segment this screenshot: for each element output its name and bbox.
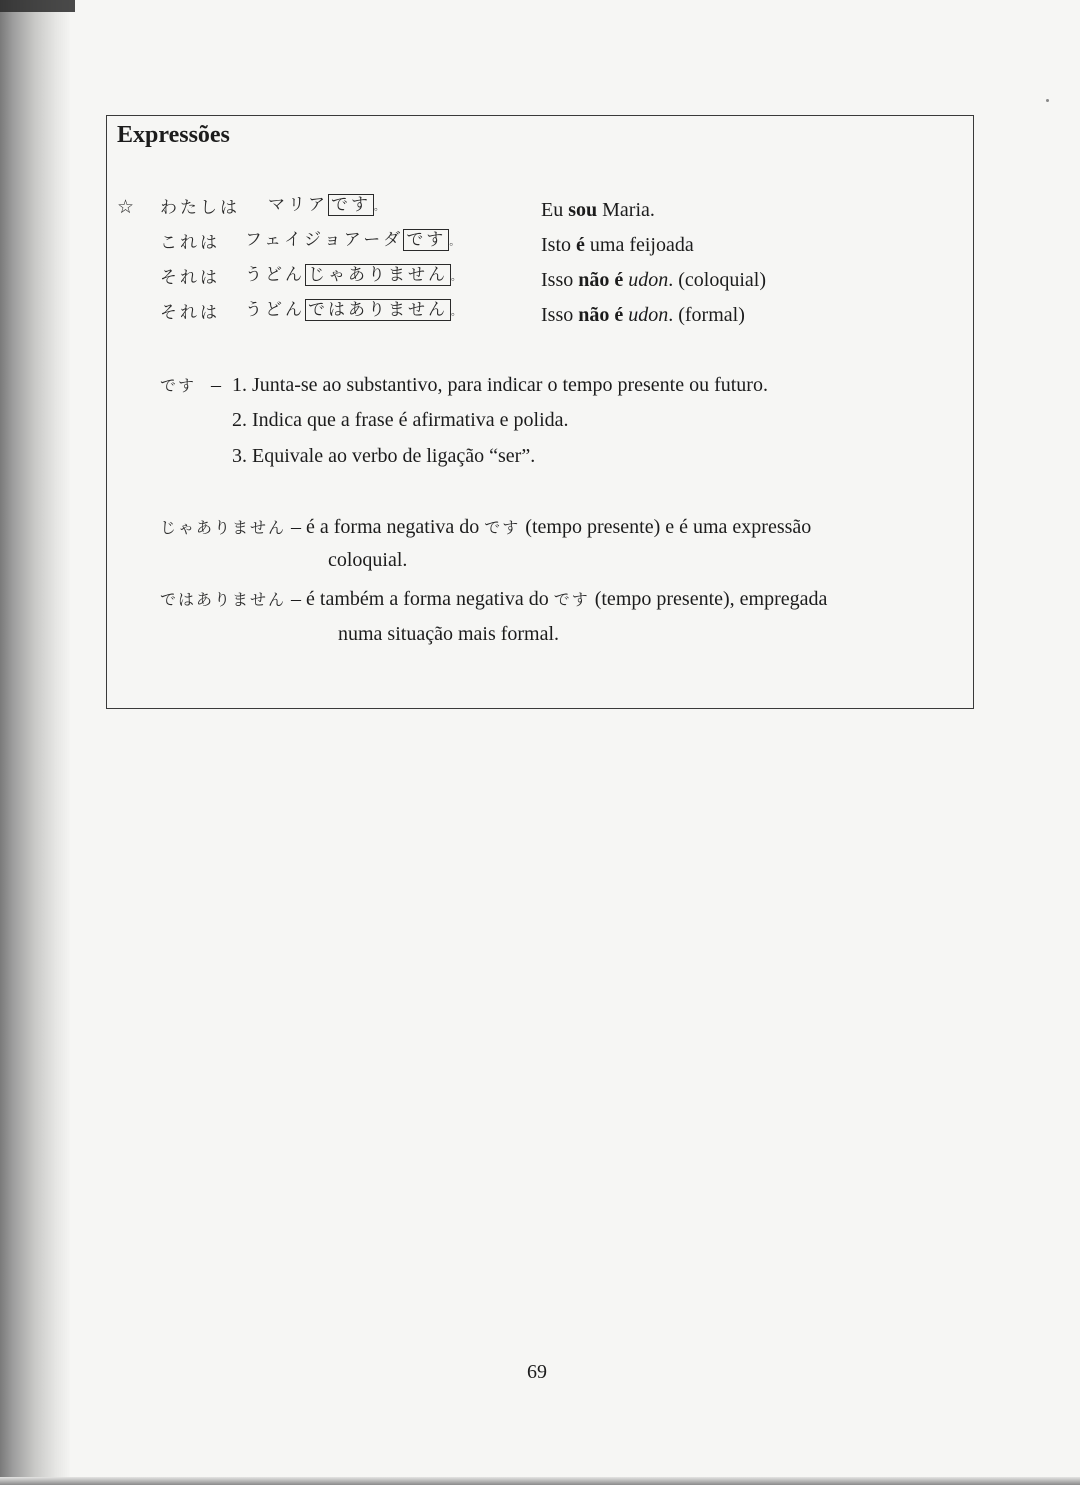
desu-dash: – (211, 374, 221, 396)
translation-emphasis: não é (578, 269, 624, 291)
example-subject: それは (160, 303, 220, 323)
page-speck (1046, 99, 1049, 102)
example-translation: Isto é uma feijoada (541, 234, 694, 256)
desu-point: 1. Junta-se ao substantivo, para indicar o tempo presente ou futuro. (232, 374, 768, 396)
translation-emphasis: é (576, 234, 585, 256)
book-binding-shadow (0, 0, 70, 1485)
example-subject: これは (160, 233, 220, 253)
example-copula-boxed: です (328, 194, 374, 216)
negative-term: ではありません (160, 590, 287, 609)
example-period: 。 (449, 237, 460, 248)
example-translation: Isso não é udon. (formal) (541, 304, 745, 326)
example-period: 。 (451, 307, 461, 318)
desu-point: 3. Equivale ao verbo de ligação “ser”. (232, 445, 536, 467)
example-sentence (245, 228, 459, 255)
example-subject: それは (160, 268, 220, 288)
page-corner-edge (0, 0, 75, 12)
translation-emphasis: sou (568, 199, 598, 221)
example-sentence (245, 298, 461, 325)
example-noun: うどん (245, 265, 305, 285)
negative-note-line: ではありません – é também a forma negativa do です (tempo presente), empregada (160, 588, 828, 610)
negative-term: じゃありません (160, 518, 287, 537)
section-title: Expressões (117, 122, 230, 148)
desu-point: 2. Indica que a frase é afirmativa e polida. (232, 409, 569, 431)
desu-reference: です (484, 518, 521, 537)
desu-term: です (160, 376, 197, 395)
page-bottom-edge (0, 1477, 1080, 1485)
example-noun: フェイジョアーダ (245, 230, 404, 250)
example-copula-boxed: です (403, 229, 449, 251)
example-copula-boxed: ではありません (305, 299, 451, 321)
example-noun: うどん (245, 300, 305, 320)
example-translation: Eu sou Maria. (541, 199, 655, 221)
example-subject: わたしは (160, 198, 240, 218)
example-sentence (268, 193, 384, 220)
example-period: 。 (451, 272, 461, 283)
star-outline-icon: ☆ (117, 196, 135, 218)
example-sentence (245, 263, 461, 290)
example-copula-boxed: じゃありません (305, 264, 451, 286)
example-noun: マリア (268, 195, 328, 215)
negative-note-continuation: coloquial. (328, 549, 408, 571)
example-period: 。 (374, 202, 384, 213)
desu-reference: です (553, 590, 590, 609)
example-translation: Isso não é udon. (coloquial) (541, 269, 766, 291)
page-number: 69 (527, 1361, 547, 1383)
translation-emphasis: não é (578, 304, 624, 326)
negative-note-line: じゃありません – é a forma negativa do です (tempo presente) e é uma expressão (160, 516, 812, 538)
negative-note-continuation: numa situação mais formal. (338, 623, 560, 645)
